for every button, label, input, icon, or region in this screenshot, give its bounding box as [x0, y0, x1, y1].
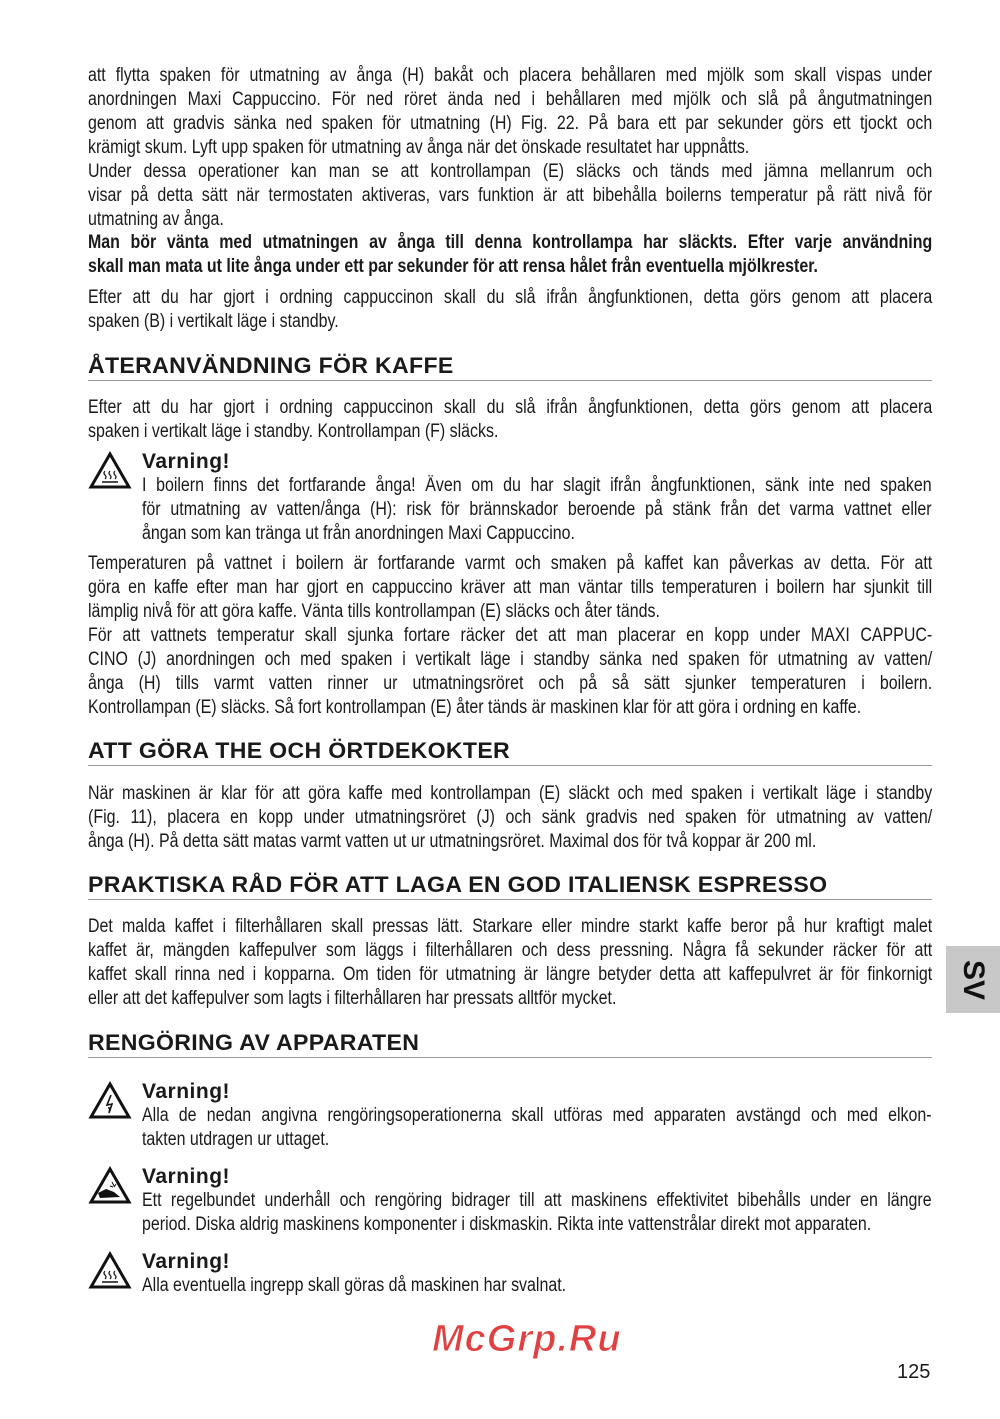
text-line: CINO (J) anordningen och med spaken i vertikalt läge i standby sänka ned spaken för utmatning av vatten/: [88, 649, 933, 670]
text-line: Alla eventuella ingrepp skall göras då maskinen har svalnat.: [142, 1275, 567, 1296]
text-line: (Fig. 11), placera en kopp under utmatningsröret (J) och sänk gradvis ned spaken för utmatning av vatten/: [88, 807, 933, 828]
text-line: Ett regelbundet underhåll och rengöring bidrager till att maskinens effektivitet bibehålls under en längre: [142, 1190, 932, 1211]
warning-text-w4: [142, 1274, 932, 1298]
text-line: period. Diska aldrig maskinens komponenter i diskmaskin. Rikta inte vattenstrålar direkt mot apparaten.: [142, 1214, 872, 1235]
text-line: När maskinen är klar för att göra kaffe med kontrollampan (E) släckt och med spaken i vertikalt läge i standby: [88, 783, 933, 804]
paragraph-p5: [88, 396, 932, 444]
warning-title: Varning!: [142, 1250, 231, 1273]
text-line: Efter att du har gjort i ordning cappuccinon skall du slå ifrån ångfunktionen, detta görs genom att placera: [88, 397, 933, 418]
heading-text: ATT GÖRA THE OCH ÖRTDEKOKTER: [88, 738, 511, 763]
heading-text: ÅTERANVÄNDNING FÖR KAFFE: [88, 353, 454, 378]
text-line: genom att gradvis sänka ned spaken för utmatning (H) Fig. 22. På bara ett par sekunder görs ett tjockt och: [88, 113, 933, 134]
text-line: lämplig nivå för att göra kaffe. Vänta tills kontrollampan (E) släcks och åter tänds.: [88, 601, 660, 622]
text-line: spaken (B) i vertikalt läge i standby.: [88, 311, 339, 332]
text-line: Under dessa operationer kan man se att kontrollampan (E) släcks och tänds med jämna mellanrum och: [88, 161, 933, 182]
text-line: kaffet skall rinna ned i kopparna. Om tiden för utmatning är längre betyder detta att kaffepulvret är för finkornigt: [88, 964, 933, 985]
text-line: spaken i vertikalt läge i standby. Kontrollampan (F) släcks.: [88, 421, 499, 442]
text-line: visar på detta sätt när termostaten aktiveras, vars funktion är att bibehålla boilerns temperatur på rätt nivå för: [88, 185, 933, 206]
heading-tea: [88, 739, 932, 766]
text-line: utmatning av ånga.: [88, 209, 224, 230]
text-line: Kontrollampan (E) släcks. Så fort kontrollampan (E) åter tänds är maskinen klar för att göra i ordning en kaffe.: [88, 697, 862, 718]
text-line: Efter att du har gjort i ordning cappuccinon skall du slå ifrån ångfunktionen, detta görs genom att placera: [88, 287, 933, 308]
text-line: Det malda kaffet i filterhållaren skall pressas lätt. Starkare eller mindre starkt kaffe beror på hur kraftigt malet: [88, 916, 933, 937]
watermark: McGrp.Ru: [432, 1318, 622, 1360]
paragraph-p3: [88, 231, 932, 279]
warning-title: Varning!: [142, 1080, 231, 1103]
heading-cleaning: [88, 1031, 932, 1058]
text-line: göra en kaffe efter man har gjort en cappuccino kräver att man väntar tills temperaturen i boilern har sjunkit till: [88, 577, 933, 598]
warning-title: Varning!: [142, 1165, 231, 1188]
heading-reuse-coffee: [88, 354, 932, 381]
text-line: Man bör vänta med utmatningen av ånga till denna kontrollampa har släckts. Efter varje användning: [88, 232, 933, 253]
text-line: för utmatning av vatten/ånga (H): risk för brännskador beroende på stänk från det varma vattnet eller: [142, 499, 932, 520]
paragraph-p9: [88, 915, 932, 1011]
warning-text-w2: [142, 1104, 932, 1152]
language-tab: [946, 946, 1000, 1013]
paragraph-p4: [88, 286, 932, 334]
language-tab-label: SV: [957, 959, 990, 1000]
paragraph-p6: [88, 552, 932, 624]
heading-text: RENGÖRING AV APPARATEN: [88, 1030, 420, 1055]
text-line: För att vattnets temperatur skall sjunka fortare räcker det att man placerar en kopp under MAXI CAPPUC-: [88, 625, 933, 646]
heading-espresso-tips: [88, 873, 932, 900]
text-line: kaffet är, mängden kaffepulver som läggs i filterhållaren och dess pressning. Några få sekunder räcker för att: [88, 940, 933, 961]
paragraph-p1: [88, 64, 932, 160]
text-line: anordningen Maxi Cappuccino. För ned röret ända ned i behållaren med mjölk och slå på ångutmatningen: [88, 89, 933, 110]
electric-shock-icon: [88, 1081, 132, 1121]
paragraph-p2: [88, 160, 932, 232]
heading-text: PRAKTISKA RÅD FÖR ATT LAGA EN GOD ITALIENSK ESPRESSO: [88, 872, 828, 897]
text-line: att flytta spaken för utmatning av ånga (H) bakåt och placera behållaren med mjölk som skall vispas under: [88, 65, 933, 86]
page-number: 125: [897, 1361, 931, 1383]
warning-text-w1: [142, 474, 932, 546]
paragraph-p8: [88, 782, 932, 854]
text-line: Temperaturen på vattnet i boilern är fortfarande varmt och smaken på kaffet kan påverkas av detta. För att: [88, 553, 933, 574]
text-line: krämigt skum. Lyft upp spaken för utmatning av ånga när det önskade resultatet har uppnåtts.: [88, 137, 750, 158]
warning-text-w3: [142, 1189, 932, 1237]
text-line: ånga (H) tills varmt vatten rinner ur utmatningsröret och på så sätt sjunker temperaturen i boilern.: [88, 673, 933, 694]
text-line: I boilern finns det fortfarande ånga! Även om du har slagit ifrån ångfunktionen, sänk inte ned spaken: [142, 475, 932, 496]
hand-crush-icon: [88, 1166, 132, 1206]
text-line: skall man mata ut lite ånga under ett par sekunder för att rensa hålet från eventuella mjölkrester.: [88, 256, 818, 277]
paragraph-p7: [88, 624, 932, 720]
warning-title: Varning!: [142, 450, 231, 473]
text-line: Alla de nedan angivna rengöringsoperationerna skall utföras med apparaten avstängd och med elkon-: [142, 1105, 932, 1126]
hot-surface-icon: [88, 451, 132, 491]
text-line: eller att det kaffepulver som lagts i filterhållaren har pressats alltför mycket.: [88, 988, 617, 1009]
text-line: ånga (H). På detta sätt matas varmt vatten ut ur utmatningsröret. Maximal dos för två koppar är 200 ml.: [88, 831, 817, 852]
text-line: takten utdragen ur uttaget.: [142, 1129, 330, 1150]
hot-surface-icon: [88, 1251, 132, 1291]
text-line: ångan som kan tränga ut från anordningen Maxi Cappuccino.: [142, 523, 575, 544]
